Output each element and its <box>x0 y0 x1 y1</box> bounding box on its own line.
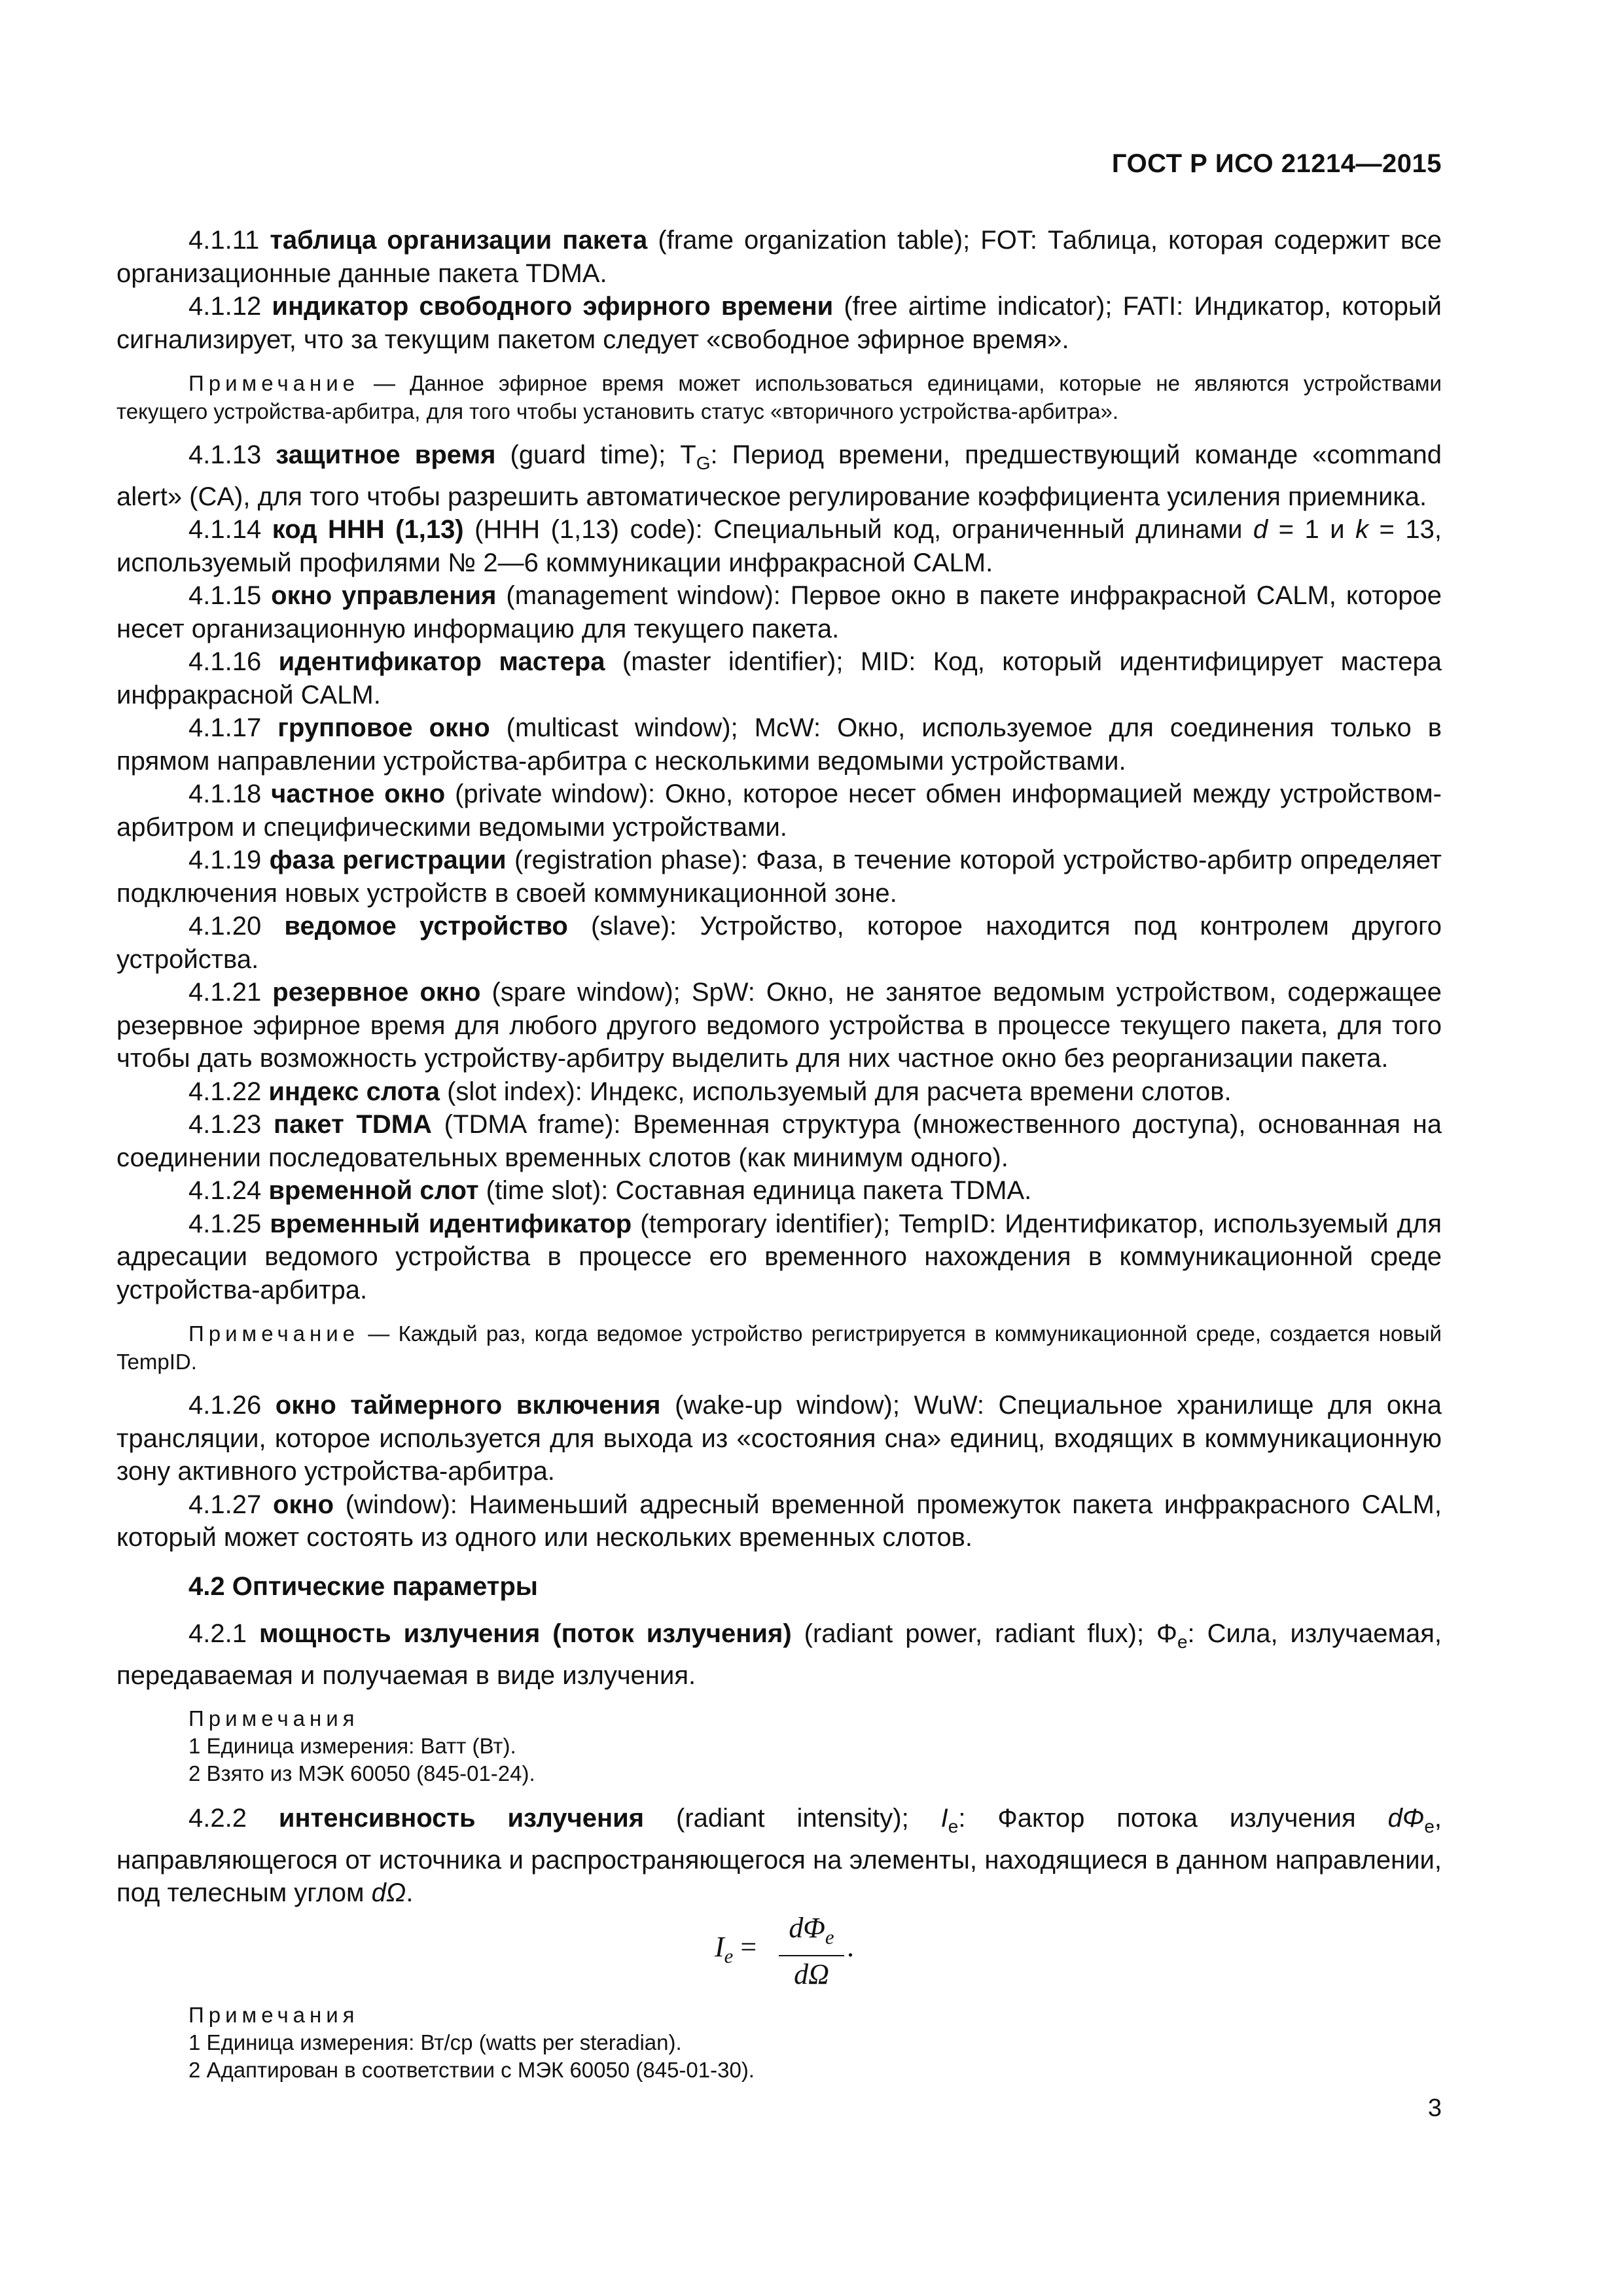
term: групповое окно <box>277 713 490 742</box>
definition <box>116 1389 1442 1488</box>
term: окно <box>272 1490 334 1519</box>
definition-number: 4.1.24 <box>188 1176 262 1205</box>
term: временной слот <box>268 1176 479 1205</box>
term: резервное окно <box>272 978 481 1007</box>
term: мощность излучения (поток излучения) <box>259 1619 792 1648</box>
definition-number: 4.1.26 <box>188 1391 262 1420</box>
definition <box>116 1075 1442 1109</box>
definition-4-2-2: 4.2.2 интенсивность излучения (radiant intensity); $I_e$: Фактор потока излучения $d\Phi_e$, направляющегося от источника и распространяющегося на элементы, находящиеся в данном направлении, под телесным углом dΩ. <box>116 1804 1442 1907</box>
definition <box>116 910 1442 976</box>
definition-number: 4.1.16 <box>188 647 262 676</box>
note-item: 2 Взято из МЭК 60050 (845-01-24). <box>188 1761 535 1785</box>
notes-label: Примечания <box>188 1706 359 1731</box>
page-number: 3 <box>1427 2094 1442 2122</box>
definition-number: 4.1.27 <box>188 1490 262 1519</box>
term: защитное время <box>276 440 496 469</box>
definition-text: (frame organization table); FOT: Таблица, которая содержит все организационные данные пакета TDMA. <box>116 226 1442 288</box>
formula-fraction <box>779 1910 844 1994</box>
term: индикатор свободного эфирного времени <box>272 292 834 321</box>
formula <box>116 1910 1442 1991</box>
note-item: 2 Адаптирован в соответствии с МЭК 60050 (845-01-30). <box>188 2057 755 2082</box>
definition-text: (window): Наименьший адресный временной промежуток пакета инфракрасного CALM, который может состоять из одного или нескольких временных слотов. <box>116 1490 1442 1552</box>
definition-number: 4.1.22 <box>188 1077 262 1106</box>
note-item: 1 Единица измерения: Вт/ср (watts per steradian). <box>188 2030 682 2054</box>
notes-block <box>188 1705 1442 1787</box>
definition-number: 4.1.23 <box>188 1110 262 1139</box>
note <box>116 369 1442 425</box>
term: интенсивность излучения <box>278 1804 645 1833</box>
definition-4-1-13: 4.1.13 защитное время (guard time); $T_G$: Период времени, предшествующий команде «command alert» (CA), для того чтобы разрешить автоматическое регулирование коэффициента усиления приемника. <box>116 440 1442 511</box>
note-label: Примечание <box>188 1321 360 1346</box>
term: частное окно <box>271 780 446 808</box>
definition-text: (spare window); SpW: Окно, не занятое ведомым устройством, содержащее резервное эфирное время для любого другого ведомого устройства в процессе текущего пакета, для того чтобы дать возможность устройству-арбитру выделить для них частное окно без реорганизации пакета. <box>116 978 1442 1073</box>
definition-text: (management window): Первое окно в пакете инфракрасной CALM, которое несет организационную информацию для текущего пакета. <box>116 581 1442 643</box>
definition-text: (TDMA frame): Временная структура (множественного доступа), основанная на соединении последовательных временных слотов (как минимум одного). <box>116 1110 1442 1172</box>
formula-lhs: $I_e$ = <box>715 1930 757 1967</box>
term: окно управления <box>271 581 497 610</box>
definition-number: 4.1.20 <box>188 912 262 941</box>
term: таблица организации пакета <box>270 226 648 255</box>
note-item: 1 Единица измерения: Ватт (Вт). <box>188 1734 516 1758</box>
definition-text: (wake-up window); WuW: Специальное хранилище для окна трансляции, которое используется для выхода из «состояния сна» единиц, входящих в коммуникационную зону активного устройства-арбитра. <box>116 1391 1442 1486</box>
formula-denominator: dΩ <box>794 1958 829 1991</box>
definitions-group-a <box>116 224 1442 356</box>
definition-text: (slave): Устройство, которое находится под контролем другого устройства. <box>116 912 1442 974</box>
definition-text: (slot index): Индекс, используемый для расчета времени слотов. <box>439 1077 1232 1106</box>
notes-block <box>188 2001 1442 2084</box>
definition-text: (time slot): Составная единица пакета TDMA. <box>478 1176 1032 1205</box>
definition-number: 4.1.17 <box>188 713 262 742</box>
definition <box>116 1208 1442 1307</box>
definition <box>116 645 1442 711</box>
definition <box>116 1488 1442 1554</box>
definition <box>116 844 1442 910</box>
note <box>116 1319 1442 1376</box>
term: окно таймерного включения <box>275 1391 661 1420</box>
definition <box>116 711 1442 778</box>
document-body <box>116 224 1442 2098</box>
term: код ННН (1,13) <box>272 515 464 544</box>
definition-number: 4.1.25 <box>188 1209 262 1238</box>
term: фаза регистрации <box>269 846 507 874</box>
term: пакет TDMA <box>273 1110 432 1139</box>
definition <box>116 224 1442 290</box>
definition-number: 4.1.12 <box>188 292 262 321</box>
definition <box>116 1174 1442 1208</box>
definition-text: (free airtime indicator); FATI: Индикатор, который сигнализирует, что за текущим пакетом следует «свободное эфирное время». <box>116 292 1442 354</box>
definition-number: 4.1.21 <box>188 978 262 1007</box>
definition-text: (private window): Окно, которое несет обмен информацией между устройством-арбитром и специфическими ведомыми устройствами. <box>116 780 1442 842</box>
term: идентификатор мастера <box>278 647 605 676</box>
note-text: — Данное эфирное время может использоваться единицами, которые не являются устройствами текущего устройства-арбитра, для того чтобы установить статус «вторичного устройства-арбитра». <box>116 371 1442 423</box>
note-text: — Каждый раз, когда ведомое устройство регистрируется в коммуникационной среде, создается новый TempID. <box>116 1321 1442 1374</box>
term: ведомое устройство <box>284 912 568 941</box>
definitions-group-b <box>116 579 1442 1306</box>
document-header: ГОСТ Р ИСО 21214—2015 <box>1111 149 1442 178</box>
definition-4-1-14: 4.1.14 код ННН (1,13) (ННН (1,13) code): Специальный код, ограниченный длинами d = 1 и k = 13, используемый профилями № 2—6 коммуникации инфракрасной CALM. <box>116 515 1442 577</box>
definition-text: (multicast window); McW: Окно, используемое для соединения только в прямом направлении устройства-арбитра с несколькими ведомыми устройствами. <box>116 713 1442 776</box>
definition <box>116 290 1442 356</box>
definition <box>116 1108 1442 1174</box>
definition <box>116 579 1442 645</box>
definition-4-2-1: 4.2.1 мощность излучения (поток излучения) (radiant power, radiant flux); $\Phi_e$: Сила, излучаемая, передаваемая и получаемая в виде излучения. <box>116 1619 1442 1690</box>
definition-text: (temporary identifier); TempID: Идентификатор, используемый для адресации ведомого устройства в процессе его временного нахождения в коммуникационной среде устройства-арбитра. <box>116 1209 1442 1304</box>
definition-number: 4.1.18 <box>188 780 262 808</box>
definition-number: 4.1.15 <box>188 581 262 610</box>
formula-end: . <box>847 1930 854 1963</box>
definition <box>116 976 1442 1075</box>
definition-number: 4.1.11 <box>188 226 260 255</box>
definition-number: 4.1.19 <box>188 846 262 874</box>
term: временный идентификатор <box>270 1209 632 1238</box>
definition-text: (registration phase): Фаза, в течение которой устройство-арбитр определяет подключения новых устройств в своей коммуникационной зоне. <box>116 846 1442 908</box>
formula-numerator: $d\Phi_e$ <box>779 1910 844 1957</box>
section-heading: 4.2 Оптические параметры <box>188 1571 538 1601</box>
term: индекс слота <box>268 1077 440 1106</box>
note-label: Примечание <box>188 371 360 395</box>
notes-label: Примечания <box>188 2002 359 2027</box>
definition-text: (master identifier); MID: Код, который идентифицирует мастера инфракрасной CALM. <box>116 647 1442 709</box>
definition <box>116 778 1442 844</box>
definitions-group-c <box>116 1389 1442 1554</box>
